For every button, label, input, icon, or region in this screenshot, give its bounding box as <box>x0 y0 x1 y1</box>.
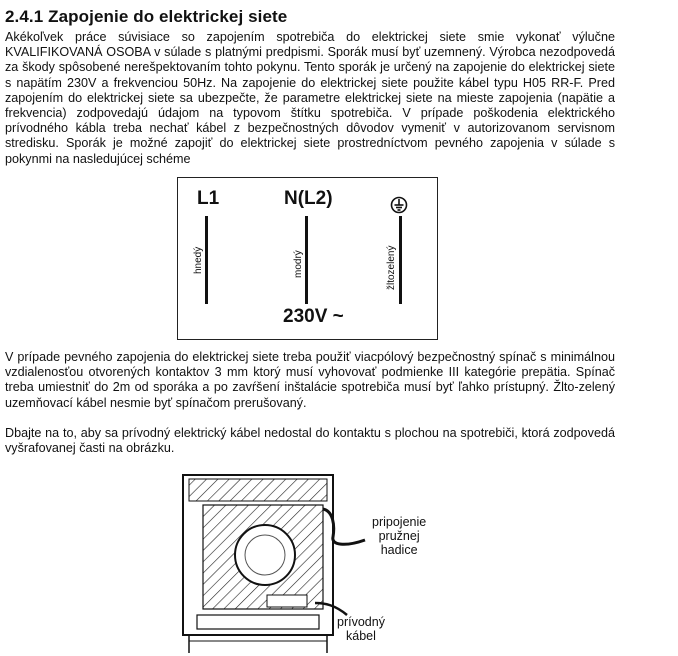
section-title: 2.4.1 Zapojenie do elektrickej siete <box>5 7 288 26</box>
terminal-l1-label: L1 <box>197 188 220 209</box>
callout-hose-line2: pružnej <box>378 529 420 543</box>
wire-l1 <box>205 216 208 304</box>
paragraph-cable: Dbajte na to, aby sa prívodný elektrický kábel nedostal do kontaktu s plochou na spotrebiči, ktorá zodpovedá vyšrafovanej časti na obrázku. <box>5 426 615 456</box>
wire-l1-color: hnedý <box>193 246 204 274</box>
callout-cable <box>337 615 385 643</box>
callout-cable-line1: prívodný <box>337 615 385 629</box>
callout-hose <box>372 515 426 557</box>
callout-hose-line3: hadice <box>380 543 418 557</box>
callout-hose-line1: pripojenie <box>372 515 427 529</box>
wire-pe <box>399 216 402 304</box>
earth-ground-icon <box>390 196 408 214</box>
voltage-label: 230V ~ <box>283 306 344 327</box>
callout-cable-line2: kábel <box>346 629 376 643</box>
wire-pe-color: žltozelený <box>386 245 397 290</box>
paragraph-intro: Akékoľvek práce súvisiace so zapojením spotrebiča do elektrickej siete smie vykonať výlučne KVALIFIKOVANÁ OSOBA v súlade s platnými predpismi. Sporák musí byť uzemnený. Výrobca nezodpovedá za škody spôsobené nerešpektovaním tohto pokynu. Tento sporák je určený na zapojenie do elektrickej siete s napätím 230V a frekvenciou 50Hz. Na zapojenie do elektrickej siete použite kábel typu H05 RR-F. Pred zapojením do elektrickej siete sa ubezpečte, že parametre elektrickej siete na mieste zapojenia (napätie a frekvencia) zodpovedajú údajom na typovom štítku spotrebiča. V prípade poškodenia elektrického prívodného kábla treba nechať kábel z bezpečnostných dôvodov vymeniť v autorizovanom servisnom stredisku. Sporák je možné zapojiť do elektrickej siete prostredníctvom pevného zapojenia v súlade s pokynmi na nasledujúcej schéme <box>5 30 615 166</box>
terminal-n-label: N(L2) <box>284 188 333 209</box>
wire-n <box>305 216 308 304</box>
wiring-diagram <box>177 177 438 340</box>
wire-n-color: modrý <box>293 250 304 278</box>
paragraph-switch: V prípade pevného zapojenia do elektrickej siete treba použiť viacpólový bezpečnostný spínač s minimálnou vzdialenosťou otvorených kontaktov 3 mm ktorý musí vyhovovať podmienke III kategórie prepätia. Spínač treba umiestniť do 2m od sporáka a po zavŕšení inštalácie spotrebiča musí byť ľahko prístupný. Žlto-zelený uzemňovací kábel nesmie byť spínačom prerušovaný. <box>5 350 615 410</box>
